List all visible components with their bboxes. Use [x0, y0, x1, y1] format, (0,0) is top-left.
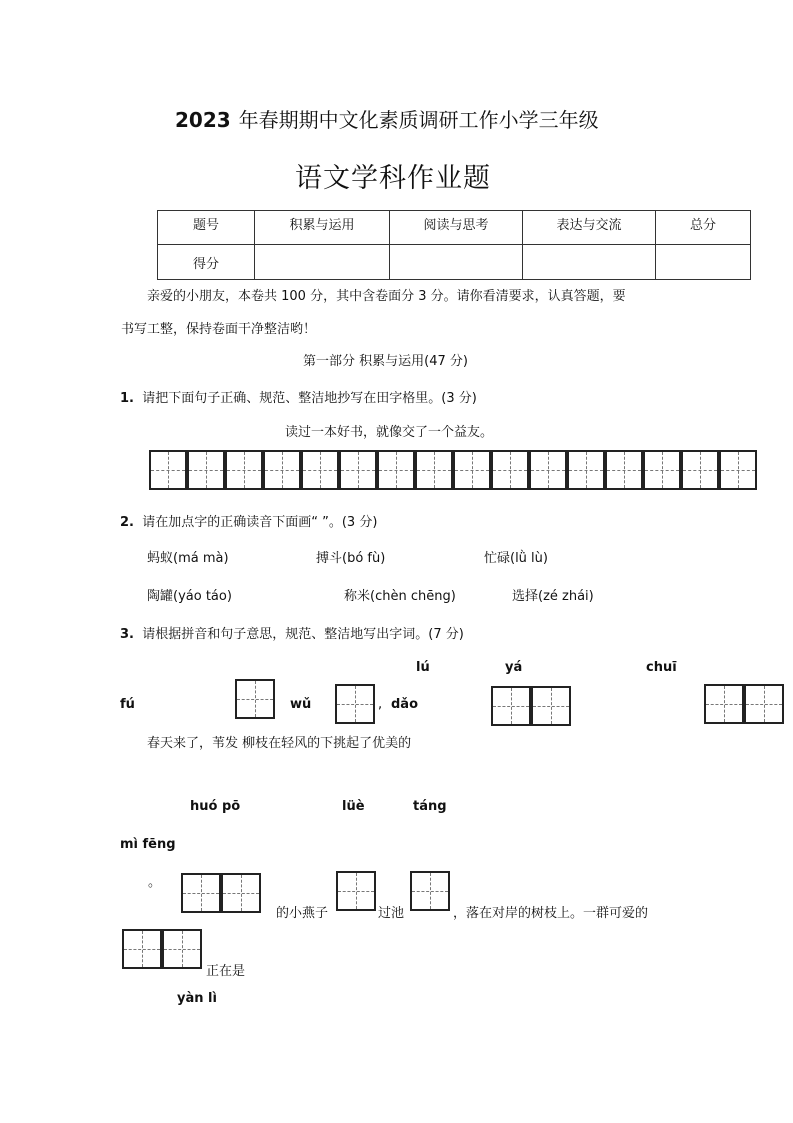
q2-text: 请在加点字的正确读音下面画“ ”。: [142, 515, 342, 530]
pinyin-huopo: huó pō: [190, 799, 241, 814]
pinyin-lue: lüè: [342, 799, 365, 814]
pinyin-dao: dǎo: [391, 697, 419, 712]
grid-cell[interactable]: [491, 686, 531, 726]
grid-cell[interactable]: [681, 450, 719, 490]
q3-sentence3: 正在是: [206, 964, 246, 979]
grid-cell[interactable]: [415, 450, 453, 490]
score-input-cell[interactable]: [255, 245, 390, 280]
intro-line1: 亲爱的小朋友，本卷共 100 分，其中含卷面分 3 分。请你看清要求，认真答题，要: [147, 289, 626, 304]
score-header-cell: 阅读与思考: [390, 211, 523, 245]
q2-option-chengmi[interactable]: 称米(chèn chēng): [344, 589, 456, 604]
q1-points: (3 分): [441, 391, 477, 406]
grid-cell[interactable]: [719, 450, 757, 490]
grid-cell[interactable]: [149, 450, 187, 490]
q2-option-manglu[interactable]: 忙碌(lǜ lù): [484, 551, 548, 566]
q2-number: 2.: [120, 515, 134, 530]
grid-cell[interactable]: [410, 871, 450, 911]
q3-question: [120, 623, 464, 642]
answer-box-tang[interactable]: [410, 871, 450, 911]
exam-year: 2023: [175, 108, 231, 132]
grid-cell[interactable]: [225, 450, 263, 490]
q1-text: 请把下面句子正确、规范、整洁地抄写在田字格里。: [142, 391, 442, 406]
grid-cell[interactable]: [336, 871, 376, 911]
grid-cell[interactable]: [744, 684, 784, 724]
score-table-header-row: [158, 211, 751, 245]
exam-title-text: 年春期期中文化素质调研工作小学三年级: [238, 108, 599, 132]
score-header-cell: 题号: [158, 211, 255, 245]
pinyin-fu: fú: [120, 697, 135, 712]
score-input-cell[interactable]: [390, 245, 523, 280]
q3-sentence2c: ，落在对岸的树枝上。一群可爱的: [453, 906, 649, 921]
intro-line2: 书写工整，保持卷面干净整洁哟！: [121, 322, 317, 337]
pinyin-mifeng: mì fēng: [120, 837, 176, 852]
answer-box-mifeng[interactable]: [122, 929, 202, 969]
exam-title-line1: [175, 104, 599, 133]
score-header-cell: 表达与交流: [523, 211, 656, 245]
grid-cell[interactable]: [339, 450, 377, 490]
answer-box-fu[interactable]: [235, 679, 275, 719]
grid-cell[interactable]: [162, 929, 202, 969]
score-row-label: 得分: [158, 245, 255, 280]
grid-cell[interactable]: [567, 450, 605, 490]
score-table: [157, 210, 751, 280]
grid-cell[interactable]: [531, 686, 571, 726]
q3-sentence2a: 的小燕子: [276, 906, 329, 921]
pinyin-yanli: yàn lì: [177, 991, 217, 1006]
grid-cell[interactable]: [187, 450, 225, 490]
grid-cell[interactable]: [643, 450, 681, 490]
grid-cell[interactable]: [221, 873, 261, 913]
exam-subject-title: 语文学科作业题: [295, 163, 491, 194]
score-input-cell[interactable]: [656, 245, 751, 280]
answer-box-chuifu[interactable]: [704, 684, 784, 724]
answer-box-luya[interactable]: [491, 686, 571, 726]
q3-sentence2b: 过池: [378, 906, 405, 921]
grid-cell[interactable]: [704, 684, 744, 724]
pinyin-ya: yá: [505, 660, 523, 675]
answer-box-lue[interactable]: [336, 871, 376, 911]
q3-points: (7 分): [428, 627, 464, 642]
score-table-score-row: [158, 245, 751, 280]
pinyin-wu: wǔ: [290, 697, 312, 712]
grid-cell[interactable]: [181, 873, 221, 913]
q2-option-xuanze[interactable]: 选择(zé zhái): [512, 589, 594, 604]
grid-cell[interactable]: [335, 684, 375, 724]
q2-option-bodou[interactable]: 搏斗(bó fù): [316, 551, 386, 566]
q2-option-taoguan[interactable]: 陶罐(yáo táo): [147, 589, 232, 604]
grid-cell[interactable]: [491, 450, 529, 490]
answer-box-huopo[interactable]: [181, 873, 261, 913]
score-header-cell: 总分: [656, 211, 751, 245]
q2-points: (3 分): [341, 515, 378, 530]
q1-number: 1.: [120, 391, 134, 406]
grid-cell[interactable]: [605, 450, 643, 490]
period-mark: 。: [148, 875, 162, 890]
grid-cell[interactable]: [453, 450, 491, 490]
grid-cell[interactable]: [301, 450, 339, 490]
q3-sentence1: 春天来了，苇发 柳枝在轻风的下挑起了优美的: [147, 736, 412, 751]
grid-cell[interactable]: [529, 450, 567, 490]
score-input-cell[interactable]: [523, 245, 656, 280]
q2-option-mayi[interactable]: 蚂蚁(má mà): [147, 551, 229, 566]
q2-question: [120, 511, 377, 530]
pinyin-tang: táng: [413, 799, 447, 814]
score-header-cell: 积累与运用: [255, 211, 390, 245]
part1-title: 第一部分 积累与运用(47 分): [303, 354, 468, 369]
grid-cell[interactable]: [122, 929, 162, 969]
comma-mark: ,: [378, 697, 383, 712]
q1-question: [120, 387, 477, 406]
q3-text: 请根据拼音和句子意思，规范、整洁地写出字词。: [142, 627, 429, 642]
pinyin-lu: lú: [416, 660, 430, 675]
q1-writing-grid[interactable]: [149, 450, 757, 490]
grid-cell[interactable]: [263, 450, 301, 490]
grid-cell[interactable]: [377, 450, 415, 490]
grid-cell[interactable]: [235, 679, 275, 719]
q3-number: 3.: [120, 627, 134, 642]
answer-box-wu[interactable]: [335, 684, 375, 724]
q1-sentence: 读过一本好书，就像交了一个益友。: [285, 425, 494, 440]
pinyin-chui: chuī: [646, 660, 677, 675]
